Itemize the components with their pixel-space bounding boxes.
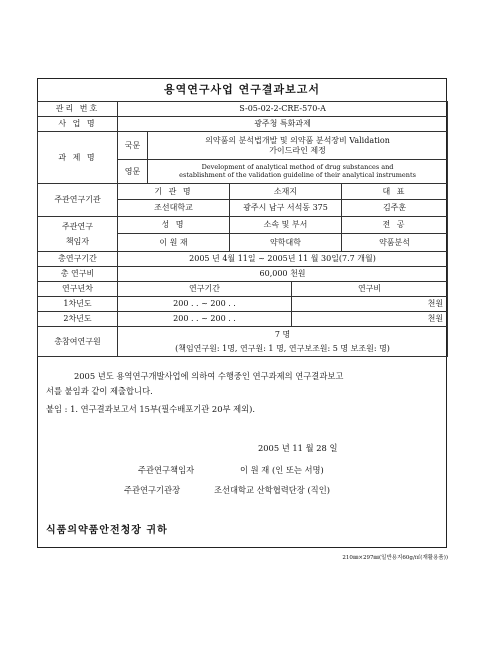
researcher-label-1: 주관연구 (62, 221, 93, 231)
body-para-line1: 2005 년도 용역연구개발사업에 의하여 수행중인 연구과제의 연구결과보고 (74, 371, 344, 381)
form-title: 용역연구사업 연구결과보고서 (164, 83, 320, 96)
table-row (38, 297, 448, 312)
participants-label: 총참여연구원 (38, 327, 118, 357)
row-business (38, 117, 448, 132)
project-en-line2: establishment of the validation guideline of their analytical instruments (179, 170, 416, 179)
institution-h-name: 기 관 명 (118, 184, 230, 200)
row-mgmt-no (38, 102, 448, 117)
row-years-head (38, 282, 448, 297)
budget-value: 60,000 천원 (118, 267, 448, 282)
mgmt-no-value: S-05-02-2-CRE-570-A (118, 102, 448, 117)
year-cost: 천원 (292, 297, 448, 312)
project-label: 과 제 명 (38, 132, 118, 184)
researcher-dept: 약학대학 (230, 234, 342, 252)
institution-name: 조선대학교 (118, 200, 230, 217)
row-project-ko (38, 132, 448, 160)
table-row (38, 312, 448, 327)
recipient: 식품의약품안전청장 귀하 (46, 525, 168, 536)
researcher-label-2: 책임자 (65, 237, 90, 246)
business-label: 사 업 명 (38, 117, 118, 132)
info-table (37, 101, 448, 357)
period-label: 총연구기간 (38, 252, 118, 267)
paper-spec-note: 210㎜×297㎜(일반용지60g/㎡(재활용품)) (342, 555, 448, 561)
institution-rep: 김주훈 (342, 200, 448, 217)
researcher-name: 이 원 재 (118, 234, 230, 252)
institution-label: 주관연구기관 (38, 184, 118, 217)
year-cost: 천원 (292, 312, 448, 327)
row-researcher-head (38, 217, 448, 234)
institution-address: 광주시 남구 서석동 375 (230, 200, 342, 217)
year-label: 1차년도 (38, 297, 118, 312)
signer1-label: 주관연구책임자 (138, 465, 195, 475)
signer2-label: 주관연구기관장 (124, 485, 181, 495)
body-para-line2: 서를 붙임과 같이 제출합니다. (46, 386, 153, 396)
participants-detail: (책임연구원: 1명, 연구원: 1 명, 연구보조원: 5 명 보조원: 명) (175, 343, 390, 353)
researcher-h-name: 성 명 (118, 217, 230, 234)
attachment-note: 붙임 : 1. 연구결과보고서 15부(필수배포기관 20부 제외). (46, 404, 256, 414)
row-budget (38, 267, 448, 282)
business-value: 광주청 특화과제 (118, 117, 448, 132)
institution-h-rep: 대 표 (342, 184, 448, 200)
years-h-year: 연구년차 (38, 282, 118, 297)
row-period (38, 252, 448, 267)
project-en-label: 영문 (118, 160, 148, 184)
signer2-value: 조선대학교 산학협력단장 (직인) (214, 485, 330, 495)
researcher-h-dept: 소속 및 부서 (230, 217, 342, 234)
project-ko-line2: 가이드라인 제정 (269, 145, 326, 155)
years-h-period: 연구기간 (118, 282, 292, 297)
project-ko-label: 국문 (118, 132, 148, 160)
row-institution-head (38, 184, 448, 200)
researcher-h-major: 전 공 (342, 217, 448, 234)
participants-total: 7 명 (274, 330, 291, 340)
year-period: 200 . . ~ 200 . . (118, 297, 292, 312)
period-value: 2005 년 4월 11일 ~ 2005년 11 월 30일(7.7 개월) (118, 252, 448, 267)
institution-h-address: 소재지 (230, 184, 342, 200)
submission-date: 2005 년 11 월 28 일 (258, 443, 338, 453)
years-h-cost: 연구비 (292, 282, 448, 297)
project-ko-line1: 의약품의 분석법개발 및 의약품 분석장비 Validation (205, 136, 390, 146)
project-en-line1: Development of analytical method of drug substances and (201, 163, 394, 172)
signer1-value: 이 원 재 (인 또는 서명) (240, 465, 324, 475)
year-label: 2차년도 (38, 312, 118, 327)
report-form (37, 78, 447, 548)
row-participants (38, 327, 448, 357)
mgmt-no-label: 관리 번호 (38, 102, 118, 117)
budget-label: 총 연구비 (38, 267, 118, 282)
year-period: 200 . . ~ 200 . . (118, 312, 292, 327)
researcher-major: 약품분석 (342, 234, 448, 252)
